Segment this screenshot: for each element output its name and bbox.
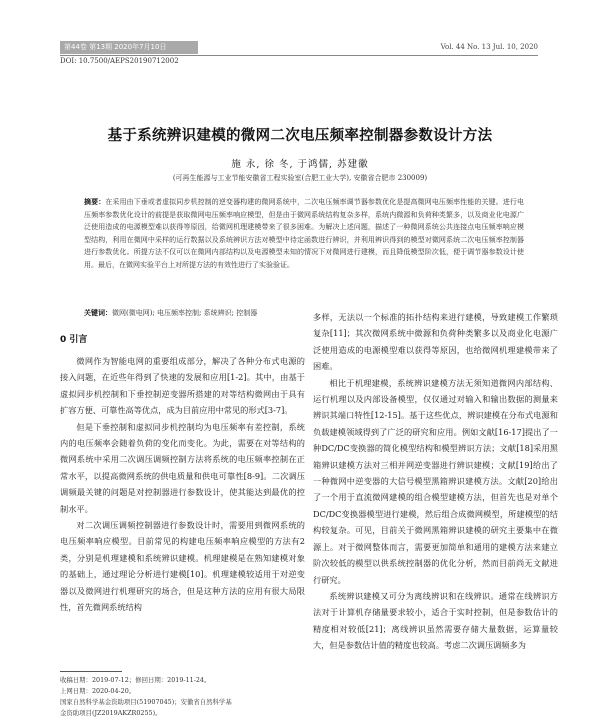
paragraph: 系统辨识建模又可分为离线辨识和在线辨识。通常在线辨识方法对于计算机存储量要求较小，适合于实时控制，但是参数估计的精度相对较低[21]；离线辨识虽然需要存储大量数据，运算量较大，但是参数估计值的精度也较高。考虑二次调压调频多为 xyxy=(313,590,558,651)
footnote-line: 收稿日期：2019-07-12；修回日期：2019-11-24。 xyxy=(60,676,211,684)
journal-issue-english: Vol. 44 No. 13 Jul. 10, 2020 xyxy=(440,43,538,51)
abstract-label: 摘要： xyxy=(84,198,106,206)
paragraph: 但是下垂控制和虚拟同步机控制均为电压频率有差控制，系统内的电压频率会随着负荷的变化而变化。为此，需要在对等结构的微网系统中采用二次调压调频控制方法将系统的电压频率控制在正常水平，以提高微网系统的供电质量和供电可靠性[8-9]。二次调压调频最关键的问题是对控制器进行参数设计，使其能达到最优的控制水平。 xyxy=(60,421,305,514)
section-heading: 0 引言 xyxy=(60,335,88,345)
footnote-rule xyxy=(60,671,122,672)
paragraph: 微网作为智能电网的重要组成部分，解决了各种分布式电源的接入问题，在近些年得到了快速的发展和应用[1-2]。其中，由基于虚拟同步机控制和下垂控制逆变器所搭建的对等结构微网由于具有扩容方便、可靠性高等优点，成为目前应用中常见的形式[3-7]。 xyxy=(60,356,305,416)
keywords-text: 微网(微电网); 电压频率控制; 系统辨识; 控制器 xyxy=(112,309,258,317)
footnote-line: 国家自然科学基金资助项目(51907045)；安徽省自然科学基 xyxy=(60,698,232,706)
left-column xyxy=(60,333,305,616)
affiliation: (可再生能源与工业节能安徽省工程实验室(合肥工业大学), 安徽省合肥市 230009) xyxy=(172,174,428,182)
right-column xyxy=(313,309,558,654)
abstract xyxy=(84,196,524,271)
paragraph: 对二次调压调频控制器进行参数设计时，需要用到微网系统的电压频率响应模型。目前常见的构建电压频率响应模型的方法有2类，分别是机理建模和系统辨识建模。机理建模是在熟知建模对象的基础上，通过理论分析进行建模[10]。机理建模较适用于对逆变器以及微网进行机理研究的场合，但是这种方法的应用有很大局限性，首先微网系统结构 xyxy=(60,520,305,613)
journal-issue-badge: 第44卷 第13期 2020年7月10日 xyxy=(60,41,198,54)
paper-title: 基于系统辨识建模的微网二次电压频率控制器参数设计方法 xyxy=(107,128,493,144)
keywords-label: 关键词： xyxy=(84,309,112,317)
footnote-line: 上网日期：2020-04-20。 xyxy=(60,687,136,695)
footnotes xyxy=(60,675,305,719)
abstract-text: 在采用由下垂或者虚拟同步机控制的逆变器构建的微网系统中，二次电压频率调节器参数优化是提高微网电压频率性能的关键。进行电压频率参数优化设计的前提是获取微网电压频率响应模型，但是由于微网系统结构复杂多样，系统内微源和负荷种类繁多，以及商业化电源广泛使用造成的电源模型难以获得等原因，给微网机理建模带来了很多困难。为解决上述问题，描述了一种微网系统公共连接点电压频率响应模型结构，利用在微网中采样的运行数据以及系统辨识方法对模型中待定函数进行辨识，并利用辨识得到的模型对微网系统二次电压频率控制器进行参数优化。所提方法不仅可以在微网内部结构以及电源模型未知的情况下对微网进行建模，而且降低模型阶次低，便于调节器参数设计使用。最后，在微网实验平台上对所提方法的有效性进行了实验验证。 xyxy=(84,198,524,269)
doi[interactable]: DOI: 10.7500/AEPS20190712002 xyxy=(60,57,179,65)
header-rule xyxy=(60,55,538,56)
paragraph: 多样，无法以一个标准的拓扑结构来进行建模，导致建模工作繁琐复杂[11]；其次微网系统中微源和负荷种类繁多以及商业化电源广泛使用造成的电源模型难以获得等原因，也给微网机理建模带来了困难。 xyxy=(313,312,558,372)
authors: 施 永, 徐 冬, 于鸿儒, 苏建徽 xyxy=(231,159,369,170)
paragraph: 相比于机理建模，系统辨识建模方法无须知道微网内部结构、运行机理以及内部设备模型，仅仅通过对输入和输出数据的测量来辨识其端口特性[12-15]。基于这些优点，辨识建模在分布式电源和负载建模领域得到了广泛的研究和应用。例如文献[16-17]提出了一种DC/DC变换器的简化模型结构和模型辨识方法；文献[18]采用黑箱辨识建模方法对三相并网逆变器进行辨识建模；文献[19]给出了一种微网中逆变器的大信号模型黑箱辨识建模方法。文献[20]给出了一个用于直流微网建模的组合模型建模方法，但首先也是对单个DC/DC变换器模型进行建模，然后组合成微网模型，所建模型的结构较复杂。可见，目前关于微网黑箱辨识建模的研究主要集中在微源上。对于微网整体而言，需要更加简单和通用的建模方法来建立阶次较低的模型以供系统控制器的优化分析，然而目前尚无文献进行研究。 xyxy=(313,377,558,585)
footnote-line: 金资助项目(JZ2019AKZR0255)。 xyxy=(60,709,162,717)
